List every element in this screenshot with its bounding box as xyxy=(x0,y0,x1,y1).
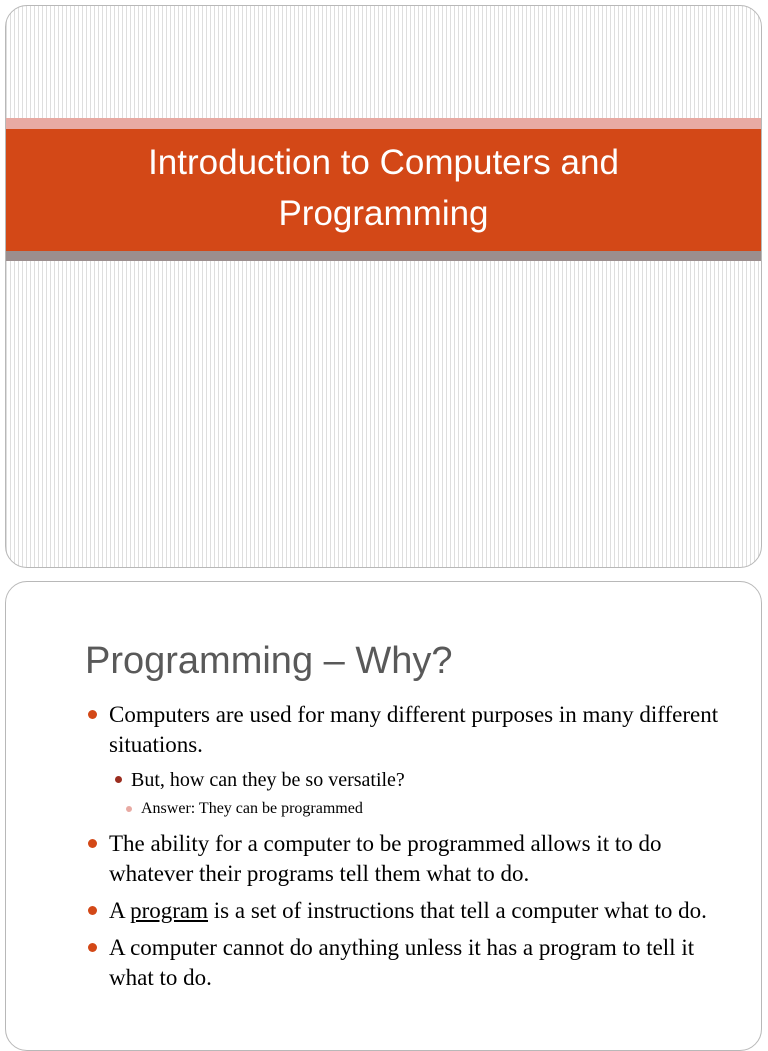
bullet-text: The ability for a computer to be programmed allows it to do whatever their programs tell them what to do. xyxy=(109,831,662,886)
sub-sub-bullet-text: Answer: They can be programmed xyxy=(141,800,363,817)
bullet-dot-icon xyxy=(88,943,97,952)
bullet-dot-icon xyxy=(88,906,97,915)
sub-bullet-item xyxy=(86,767,726,793)
bullet-item xyxy=(86,829,726,889)
content-slide xyxy=(5,581,762,1051)
bullet-text-suffix: is a set of instructions that tell a computer what to do. xyxy=(208,898,707,923)
bullet-text: A computer cannot do anything unless it has a program to tell it what to do. xyxy=(109,935,695,990)
bullet-text-prefix: A xyxy=(109,898,131,923)
program-term: program xyxy=(130,898,209,923)
bullet-item xyxy=(86,896,726,926)
sub-sub-bullet-item xyxy=(86,798,726,820)
slide-title: Introduction to Computers and Programming xyxy=(148,143,619,233)
bullet-item xyxy=(86,933,726,993)
title-band xyxy=(6,129,761,251)
bullet-dot-icon xyxy=(88,839,97,848)
accent-stripe-bottom xyxy=(6,251,761,261)
sub-bullet-text: But, how can they be so versatile? xyxy=(131,769,405,791)
slide-heading: Programming – Why? xyxy=(85,640,453,682)
bullet-dot-icon xyxy=(88,710,97,719)
bullet-item xyxy=(86,700,726,760)
title-slide xyxy=(5,5,762,568)
sub-bullet-dot-icon xyxy=(115,776,122,783)
accent-stripe-top xyxy=(6,118,761,129)
bullet-text: Computers are used for many different purposes in many different situations. xyxy=(109,702,719,757)
bullet-list xyxy=(86,700,726,1000)
sub-sub-bullet-dot-icon xyxy=(126,806,132,812)
